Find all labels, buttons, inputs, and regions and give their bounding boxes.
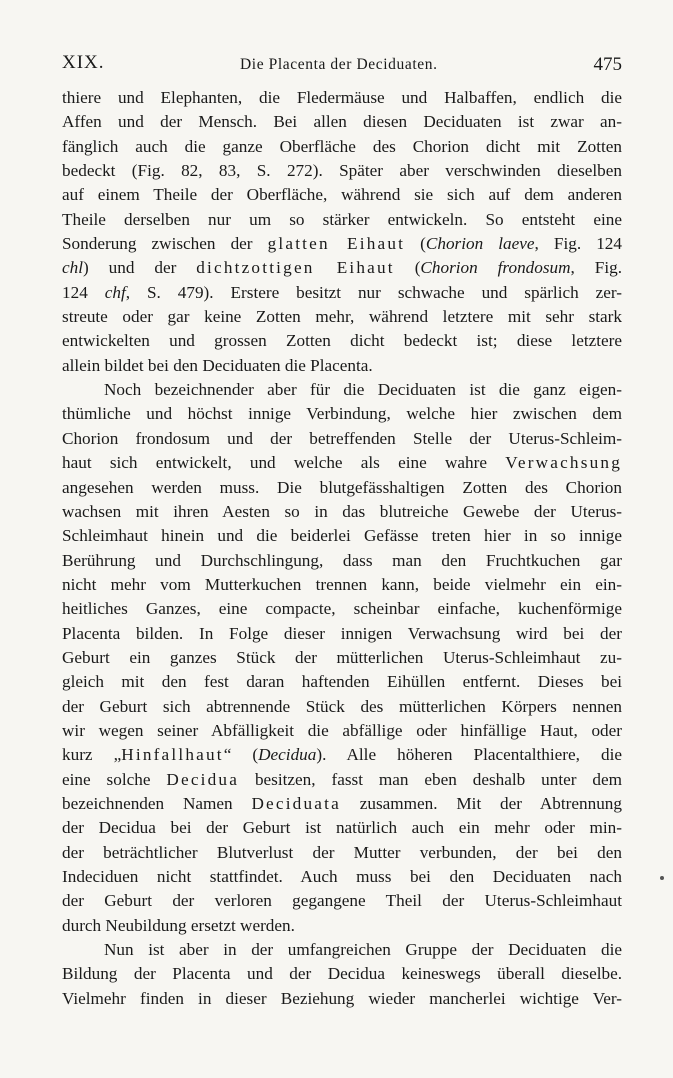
text-run: besitzen, fasst man eben deshalb unter dem [239, 769, 622, 789]
text-line [62, 816, 622, 840]
text-line [62, 305, 622, 329]
text-run: Affen und der Mensch. Bei allen diesen Deciduaten ist zwar an- [62, 112, 622, 132]
text-run: ). Alle höheren Placentalthiere, die [316, 745, 622, 765]
text-line [62, 402, 622, 426]
text-line [62, 110, 622, 134]
text-run: der beträchtlicher Blutverlust der Mutter verbunden, der bei den [62, 842, 622, 862]
text-line [62, 476, 622, 500]
text-line [62, 354, 622, 378]
text-line [62, 962, 622, 986]
spaced-term: Decidua [166, 769, 240, 789]
text-line [62, 451, 622, 475]
text-line [62, 792, 622, 816]
spaced-term: dichtzottigen Eihaut [196, 258, 395, 278]
text-line [62, 889, 622, 913]
page-number: 475 [593, 54, 622, 75]
text-line [62, 256, 622, 280]
text-line [62, 281, 622, 305]
text-run: , S. 479). Erstere besitzt nur schwache und spärlich zer- [125, 282, 623, 302]
text-run: der Geburt der verloren gegangene Theil der Uterus-Schleimhaut [62, 891, 622, 911]
italic-term: Decidua [258, 745, 317, 765]
text-run: , Fig. [570, 258, 622, 278]
text-run: angesehen werden muss. Die blutgefässhaltigen Zotten des Chorion [62, 477, 622, 497]
text-run: Placenta bilden. In Folge dieser innigen Verwachsung wird bei der [62, 623, 622, 643]
text-run: streute oder gar keine Zotten mehr, während letztere mit sehr stark [62, 307, 622, 327]
text-line [62, 622, 622, 646]
text-line [62, 841, 622, 865]
text-run: Berührung und Durchschlingung, dass man den Fruchtkuchen gar [62, 550, 622, 570]
text-run: Vielmehr finden in dieser Beziehung wieder mancherlei wichtige Ver- [62, 988, 622, 1008]
text-run: Bildung der Placenta und der Decidua keineswegs überall dieselbe. [62, 964, 622, 984]
text-line [62, 938, 622, 962]
text-run: auf einem Theile der Oberfläche, während sie sich auf dem anderen [62, 185, 622, 205]
italic-term: chf [104, 282, 126, 302]
running-header [62, 52, 622, 82]
text-run: ( [394, 258, 421, 278]
italic-term: Chorion laeve [425, 234, 535, 254]
text-line [62, 232, 622, 256]
text-run: entwickelten und grossen Zotten dicht bedeckt ist; diese letztere [62, 331, 622, 351]
spaced-term: glatten Eihaut [267, 234, 406, 254]
body-text [62, 86, 622, 1011]
text-run: Nun ist aber in der umfangreichen Gruppe der Deciduaten die [104, 940, 622, 960]
text-run: 124 [62, 282, 105, 302]
text-run: der Geburt sich abtrennende Stück des mütterlichen Körpers nennen [62, 696, 622, 716]
text-run: Theile derselben nur um so stärker entwickeln. So entsteht eine [62, 209, 622, 229]
text-line [62, 768, 622, 792]
text-line [62, 549, 622, 573]
text-run: fänglich auch die ganze Oberfläche des Chorion dicht mit Zotten [62, 136, 622, 156]
text-line [62, 573, 622, 597]
text-run: durch Neubildung ersetzt werden. [62, 915, 295, 935]
text-run: bedeckt (Fig. 82, 83, S. 272). Später aber verschwinden dieselben [62, 161, 622, 181]
text-run: ) und der [83, 258, 197, 278]
text-run: thiere und Elephanten, die Fledermäuse und Halbaffen, endlich die [62, 88, 622, 107]
text-line [62, 987, 622, 1011]
text-run: Geburt ein ganzes Stück der mütterlichen Uterus-Schleimhaut zu- [62, 647, 622, 667]
text-run: wir wegen seiner Abfälligkeit die abfällige oder hinfällige Haut, oder [62, 720, 622, 740]
text-line [62, 695, 622, 719]
text-line [62, 914, 622, 938]
text-line [62, 208, 622, 232]
spaced-term: Deciduata [251, 793, 341, 813]
text-run: ( [405, 234, 426, 254]
text-line [62, 719, 622, 743]
text-run: Chorion frondosum und der betreffenden Stelle der Uterus-Schleim- [62, 428, 622, 448]
text-line [62, 159, 622, 183]
text-run: eine solche [62, 769, 167, 789]
text-run: gleich mit den fest daran haftenden Eihüllen entfernt. Dieses bei [62, 672, 622, 692]
text-line [62, 86, 622, 110]
text-run: wachsen mit ihren Aesten so in das blutreiche Gewebe der Uterus- [62, 501, 622, 521]
italic-term: chl [62, 258, 83, 278]
text-line [62, 597, 622, 621]
chapter-number: XIX. [62, 52, 105, 73]
text-run: haut sich entwickelt, und welche als eine wahre [62, 453, 506, 473]
text-run: , Fig. 124 [534, 234, 622, 254]
text-run: allein bildet bei den Deciduaten die Placenta. [62, 355, 373, 375]
running-title: Die Placenta der Deciduaten. [240, 56, 438, 73]
spaced-term: Hinfallhaut [121, 745, 224, 765]
spaced-term: Verwachsung [505, 453, 622, 473]
text-run: Schleimhaut hinein und die beiderlei Gefässe treten hier in so innige [62, 526, 622, 546]
text-line [62, 183, 622, 207]
text-line [62, 646, 622, 670]
text-run: nicht mehr vom Mutterkuchen trennen kann, beide vielmehr ein ein- [62, 574, 622, 594]
text-run: zusammen. Mit der Abtrennung [340, 793, 622, 813]
text-run: kurz „ [62, 745, 122, 765]
italic-term: Chorion frondosum [420, 258, 571, 278]
text-line [62, 524, 622, 548]
text-line [62, 135, 622, 159]
text-run: thümliche und höchst innige Verbindung, welche hier zwischen dem [62, 404, 622, 424]
text-line [62, 427, 622, 451]
text-run: “ ( [223, 745, 259, 765]
text-line [62, 378, 622, 402]
text-run: der Decidua bei der Geburt ist natürlich auch ein mehr oder min- [62, 818, 622, 838]
text-line [62, 670, 622, 694]
print-speck [660, 876, 664, 880]
text-line [62, 500, 622, 524]
text-run: heitliches Ganzes, eine compacte, scheinbar einfache, kuchenförmige [62, 599, 622, 619]
text-run: Noch bezeichnender aber für die Deciduaten ist die ganz eigen- [104, 380, 622, 400]
text-line [62, 743, 622, 767]
text-line [62, 865, 622, 889]
text-run: bezeichnenden Namen [62, 793, 252, 813]
text-line [62, 329, 622, 353]
text-run: Indeciduen nicht stattfindet. Auch muss bei den Deciduaten nach [62, 867, 622, 886]
text-run: Sonderung zwischen der [62, 234, 268, 254]
